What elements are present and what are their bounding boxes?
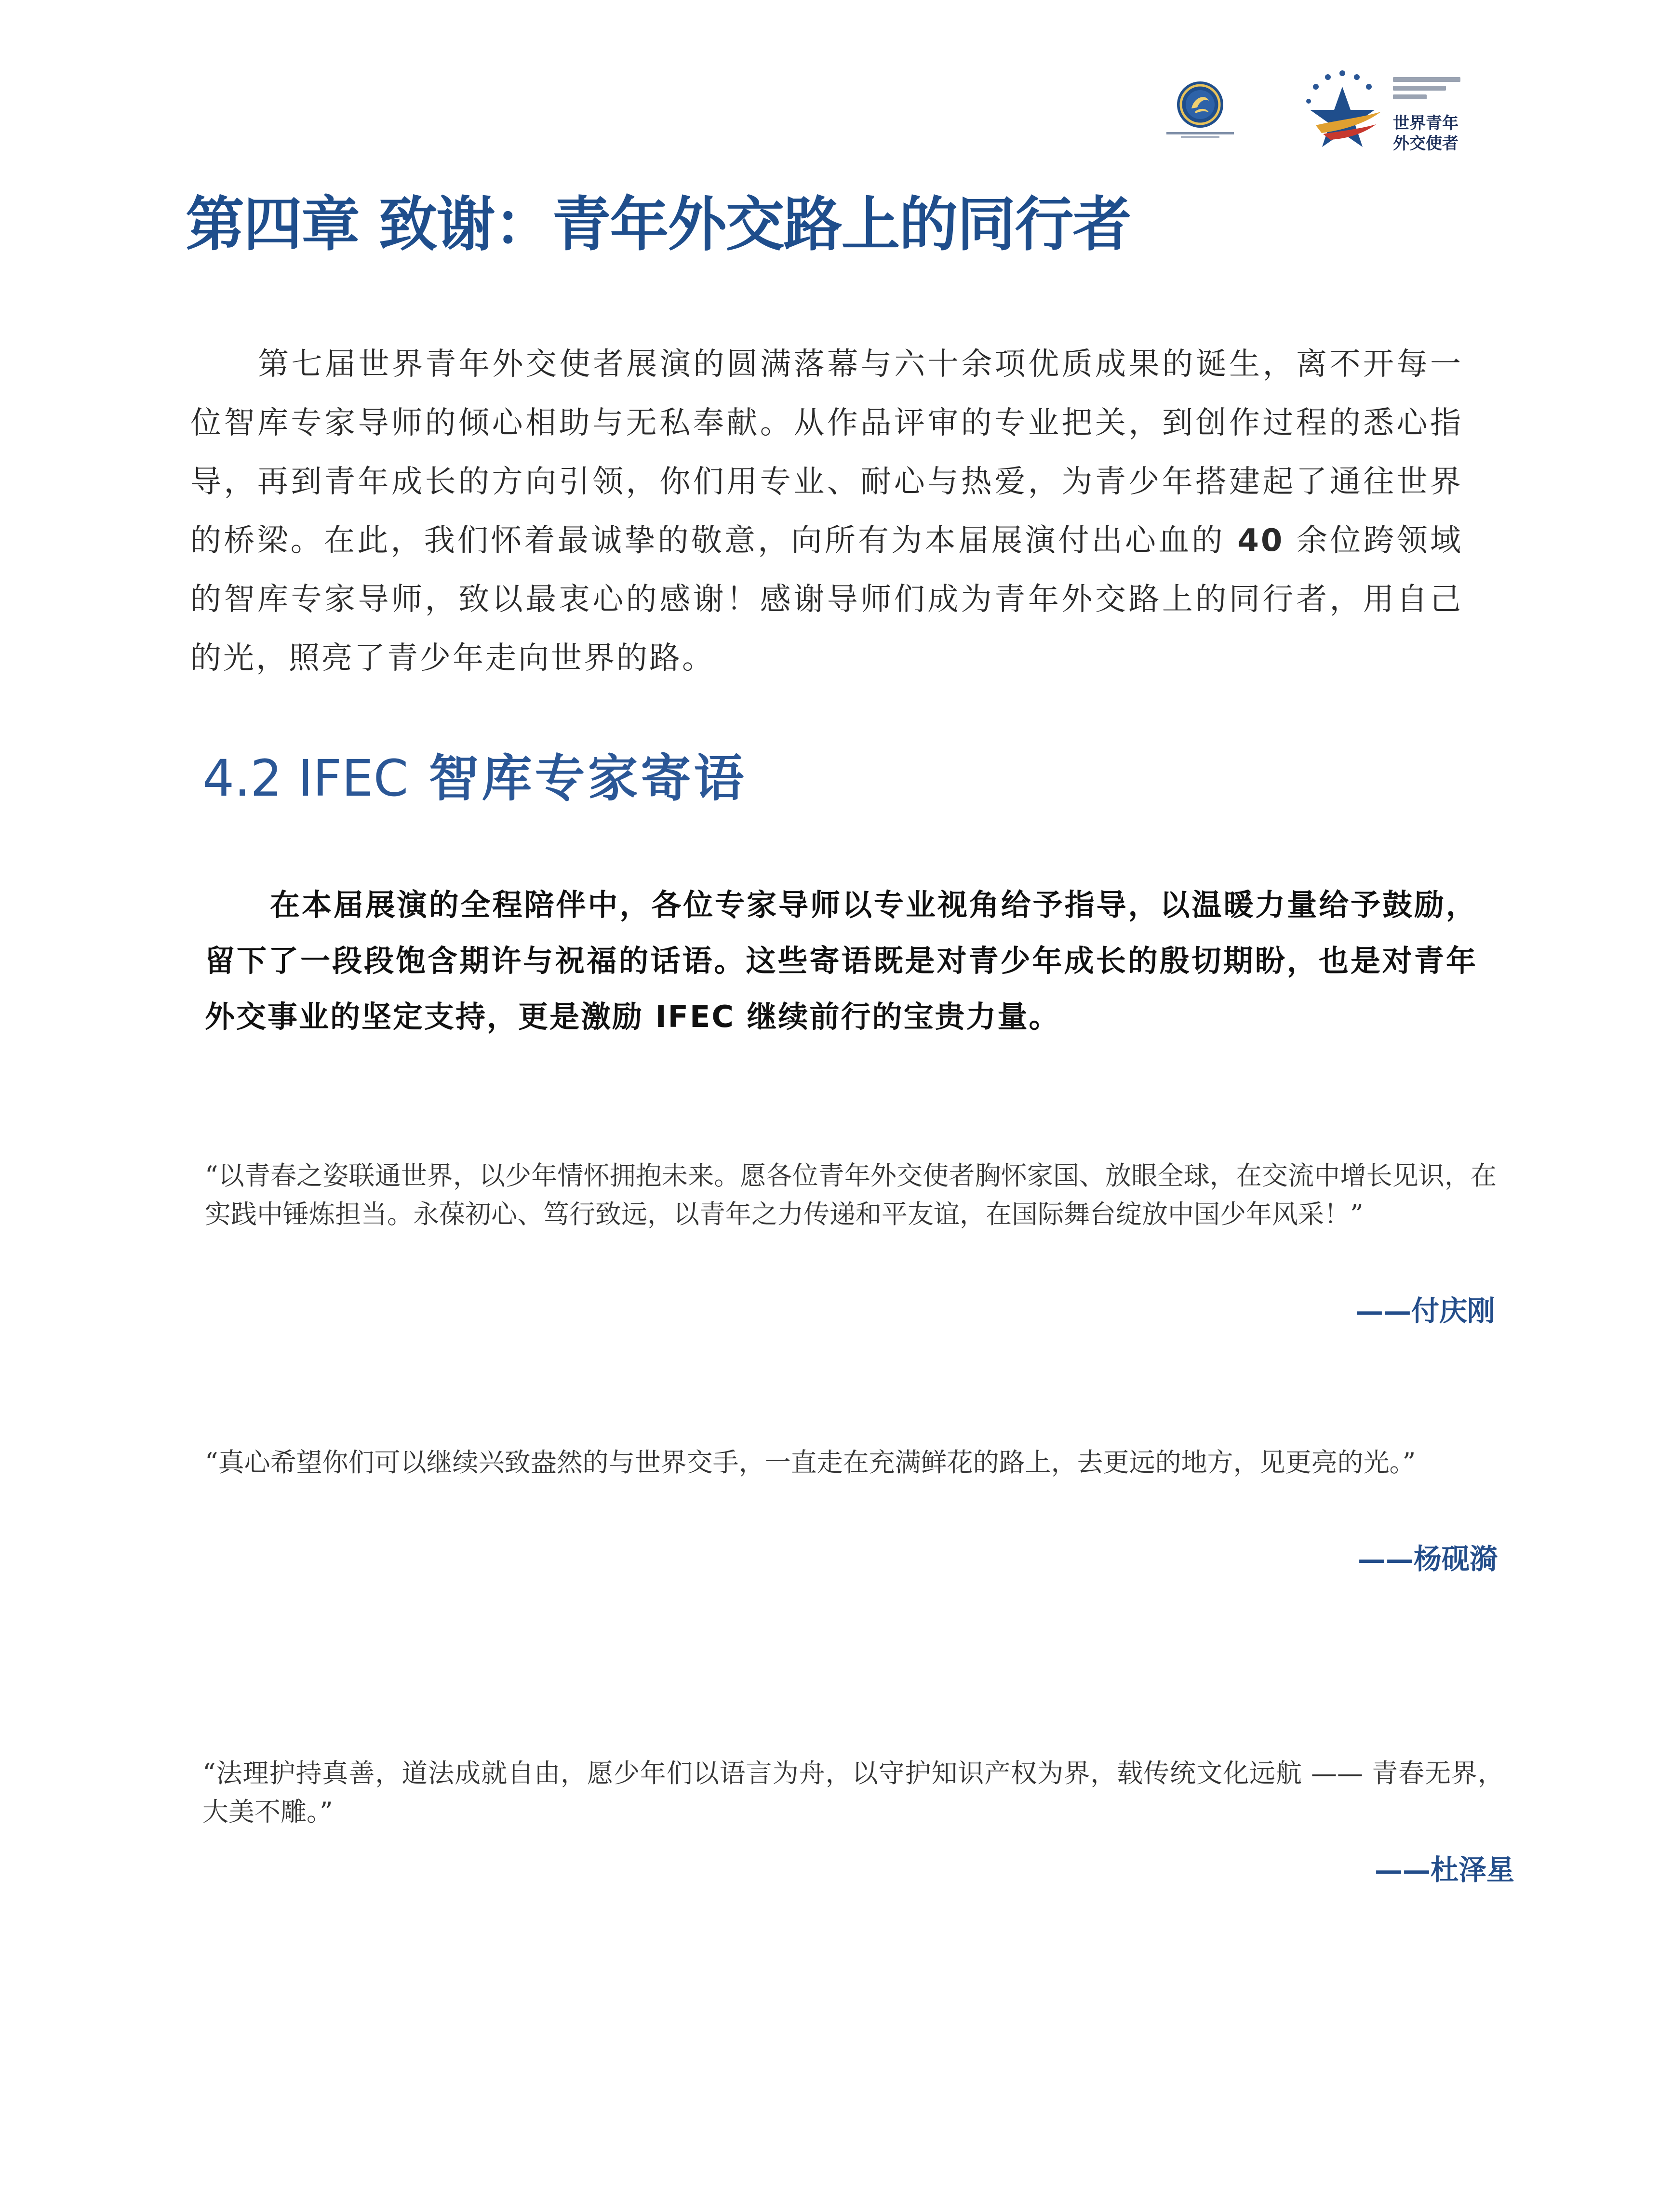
quote-author: ——杜泽星 (1374, 1853, 1514, 1886)
intro-text-part2: 余位跨领域的智库专家导师，致以最衷心的感谢！感谢导师们成为青年外交路上的同行者，用自己的光，照亮了青少年走向世界的路。 (190, 523, 1463, 676)
quote-text: “法理护持真善，道法成就自由，愿少年们以语言为舟，以守护知识产权为界，载传统文化远航 —— 青春无界，大美不雕。” (202, 1758, 1504, 1827)
section-intro-paragraph (205, 877, 1477, 1045)
section-heading (202, 747, 747, 810)
ifec-logo-cn-line2: 外交使者 (1393, 134, 1458, 153)
quote-text: “真心希望你们可以继续兴致盎然的与世界交手，一直走在充满鲜花的路上，去更远的地方，见更亮的光。” (205, 1447, 1416, 1478)
ifec-logo-chinese-text (1393, 113, 1458, 154)
diplomatic-emblem-logo (1162, 80, 1239, 147)
quote-author: ——付庆刚 (1355, 1294, 1495, 1327)
star-logo-icon (1297, 67, 1388, 149)
ifec-logo (1297, 67, 1480, 154)
chapter-title: 第四章 致谢：青年外交路上的同行者 (186, 189, 1131, 259)
intro-paragraph (190, 335, 1463, 688)
emblem-caption-lines (1162, 132, 1239, 138)
emblem-icon (1162, 80, 1239, 133)
ifec-logo-english-lines (1393, 77, 1465, 103)
section-intro-part1: 在本届展演的全程陪伴中，各位专家导师以专业视角给予指导，以温暖力量给予鼓励，留下了一段段饱含期许与祝福的话语。这些寄语既是对青少年成长的殷切期盼，也是对青年外交事业的坚定支持，更是激励 (205, 887, 1477, 1034)
section-number: 4.2 IFEC (202, 749, 409, 808)
quote-text: “以青春之姿联通世界，以少年情怀拥抱未来。愿各位青年外交使者胸怀家国、放眼全球，在交流中增长见识，在实践中锤炼担当。永葆初心、笃行致远，以青年之力传递和平友谊，在国际舞台绽放中国少年风采！” (205, 1160, 1497, 1229)
section-intro-part2: 继续前行的宝贵力量。 (735, 999, 1060, 1034)
section-intro-ifec: IFEC (655, 999, 735, 1034)
section-title: 智库专家寄语 (408, 748, 747, 808)
quote-author: ——杨砚漪 (1357, 1543, 1498, 1575)
intro-text-part1: 第七届世界青年外交使者展演的圆满落幕与六十余项优质成果的诞生，离不开每一位智库专家导师的倾心相助与无私奉献。从作品评审的专业把关，到创作过程的悉心指导，再到青年成长的方向引领，你们用专业、耐心与热爱，为青少年搭建起了通往世界的桥梁。在此，我们怀着最诚挚的敬意，向所有为本届展演付出心血的 (190, 346, 1463, 559)
intro-number: 40 (1237, 523, 1284, 559)
ifec-logo-cn-line1: 世界青年 (1393, 114, 1458, 133)
